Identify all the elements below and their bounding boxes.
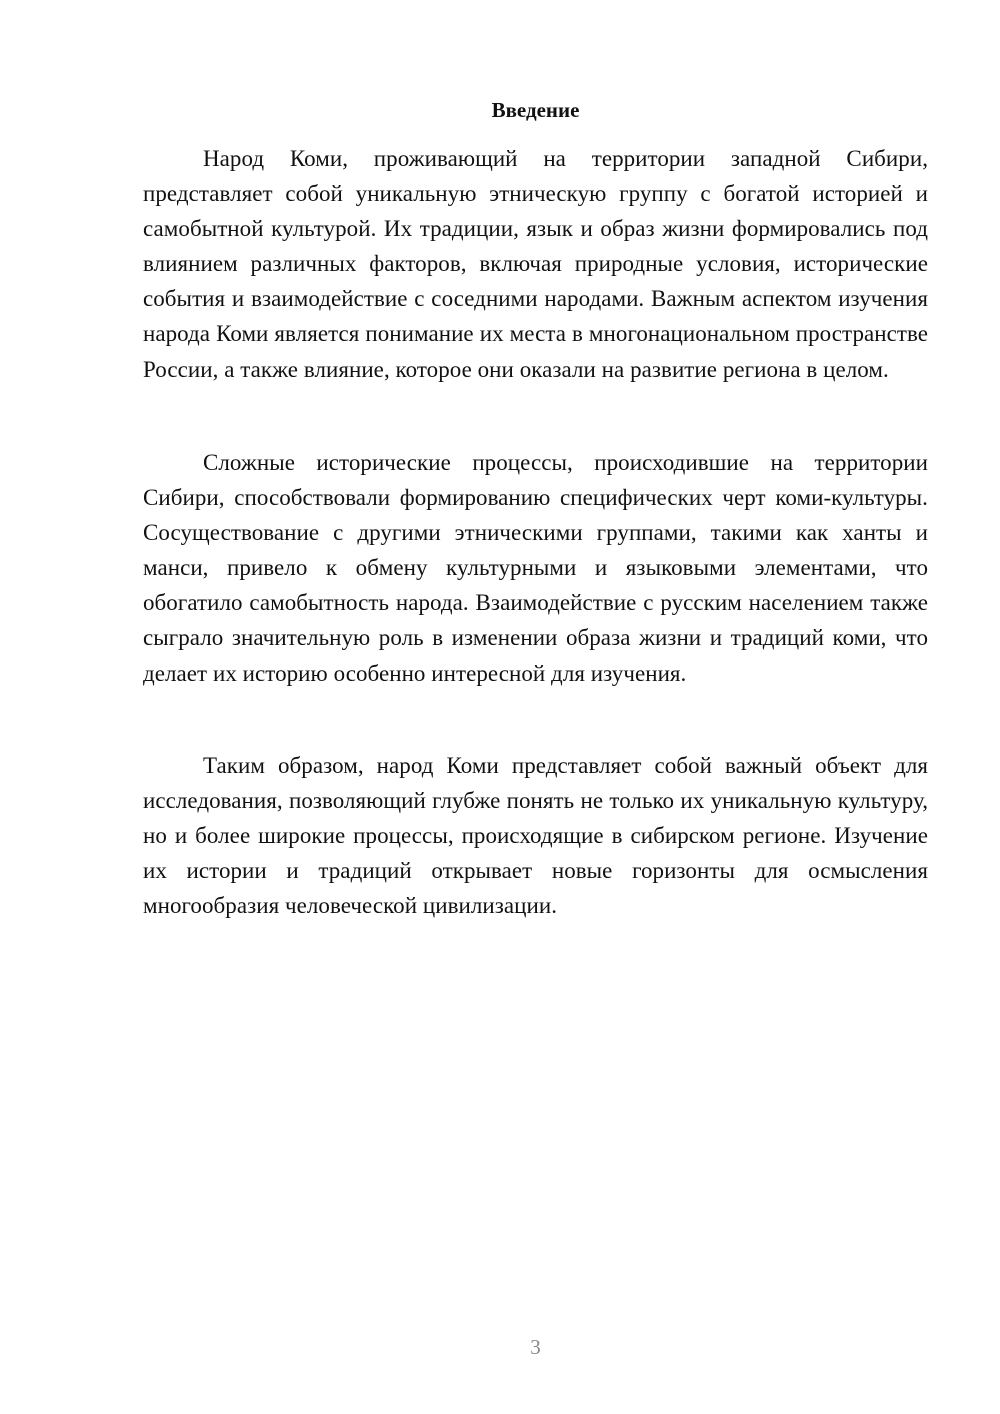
paragraph-1: Народ Коми, проживающий на территории западной Сибири, представляет собой уникальную этническую группу с богатой историей и самобытной культурой. Их традиции, язык и образ жизни формировались под влиянием различных факторов, включая природные условия, исторические события и взаимодействие с соседними народами. Важным аспектом изучения народа Коми является понимание их места в многонациональном пространстве России, а также влияние, которое они оказали на развитие региона в целом. xyxy=(143,146,928,382)
paragraph-3: Таким образом, народ Коми представляет собой важный объект для исследования, позволяющий глубже понять не только их уникальную культуру, но и более широкие процессы, происходящие в сибирском регионе. Изучение их истории и традиций открывает новые горизонты для осмысления многообразия человеческой цивилизации. xyxy=(143,753,928,919)
paragraph-2: Сложные исторические процессы, происходившие на территории Сибири, способствовали формированию специфических черт коми-культуры. Сосуществование с другими этническими группами, такими как ханты и манси, привело к обмену культурными и языковыми элементами, что обогатило самобытность народа. Взаимодействие с русским населением также сыграло значительную роль в изменении образа жизни и традиций коми, что делает их историю особенно интересной для изучения. xyxy=(143,450,928,686)
section-heading: Введение xyxy=(491,98,580,122)
page-number: 3 xyxy=(530,1335,541,1359)
